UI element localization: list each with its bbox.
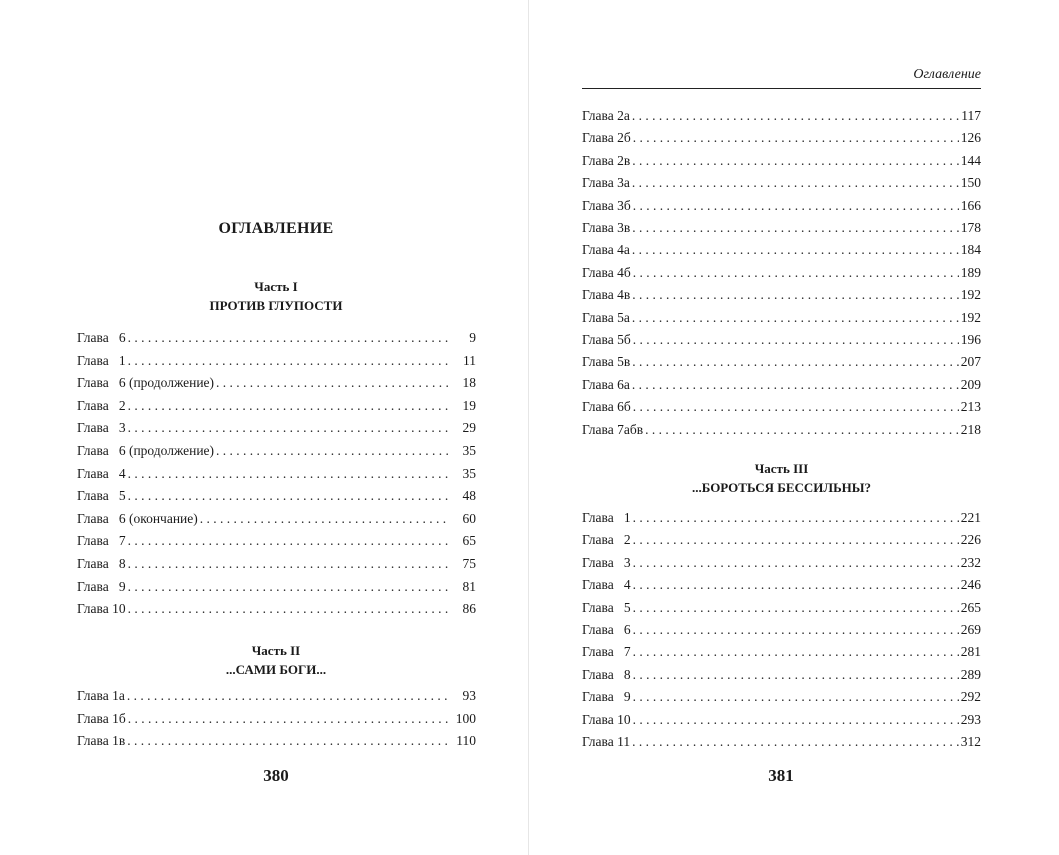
toc-entry-page: 178 bbox=[960, 220, 981, 235]
dot-leader bbox=[631, 686, 959, 708]
toc-entry-page: 35 bbox=[462, 443, 476, 458]
toc-entry-label: Глава 5б bbox=[582, 332, 631, 347]
toc-entry bbox=[582, 597, 981, 619]
toc-entry-label: Глава 3 bbox=[582, 554, 631, 570]
dot-leader bbox=[126, 485, 450, 507]
dot-leader bbox=[126, 598, 450, 620]
dot-leader bbox=[630, 172, 959, 194]
toc-entry-label: Глава 10 bbox=[77, 601, 126, 617]
dot-leader bbox=[126, 463, 450, 485]
toc-entry bbox=[77, 598, 476, 620]
page-number-left: 380 bbox=[263, 766, 289, 785]
toc-entry-page: 192 bbox=[960, 287, 981, 303]
toc-entry-label: Глава 1б bbox=[77, 710, 126, 726]
toc-entry-label: Глава 3в bbox=[582, 220, 631, 235]
toc-entry-label: Глава 6 (продолжение) bbox=[77, 375, 215, 391]
part-2-title: ...САМИ БОГИ... bbox=[225, 662, 327, 677]
toc-entry-page: 60 bbox=[462, 510, 476, 526]
toc-entry-page: 166 bbox=[960, 197, 981, 213]
part-3-title: ...БОРОТЬСЯ БЕССИЛЬНЫ? bbox=[691, 480, 872, 495]
dot-leader bbox=[630, 374, 959, 396]
part-2-label: Часть II bbox=[251, 643, 301, 658]
dot-leader bbox=[126, 530, 450, 552]
toc-entry-page: 35 bbox=[462, 465, 476, 481]
toc-entry bbox=[77, 485, 476, 507]
toc-entry-label: Глава 4в bbox=[582, 287, 631, 303]
toc-entry-page: 293 bbox=[960, 711, 981, 727]
dot-leader bbox=[631, 127, 959, 149]
dot-leader bbox=[125, 685, 450, 707]
dot-leader bbox=[643, 419, 959, 441]
dot-leader bbox=[630, 239, 959, 261]
toc-entry-page: 221 bbox=[960, 510, 981, 525]
toc-entry-label: Глава 2в bbox=[582, 152, 631, 168]
toc-entry bbox=[77, 327, 476, 349]
page-number-right: 381 bbox=[768, 766, 794, 785]
dot-leader bbox=[631, 641, 959, 663]
toc-entry-page: 150 bbox=[960, 175, 981, 191]
toc-entry bbox=[582, 529, 981, 551]
toc-entry bbox=[582, 552, 981, 574]
toc-entry-page: 265 bbox=[960, 599, 981, 615]
toc-entry-page: 196 bbox=[960, 332, 981, 347]
dot-leader bbox=[630, 284, 959, 306]
toc-entry bbox=[582, 262, 981, 284]
dot-leader bbox=[126, 327, 450, 349]
toc-entry-page: 110 bbox=[456, 733, 476, 749]
toc-entry-label: Глава 7 bbox=[77, 533, 126, 549]
toc-entry-page: 93 bbox=[462, 688, 476, 703]
toc-entry-page: 11 bbox=[463, 352, 476, 368]
toc-entry bbox=[582, 105, 981, 127]
toc-entry-page: 75 bbox=[462, 556, 476, 571]
toc-entry bbox=[77, 508, 476, 530]
toc-entry-page: 29 bbox=[462, 420, 476, 436]
toc-entry-label: Глава 4 bbox=[582, 577, 631, 593]
toc-entry-page: 269 bbox=[960, 622, 981, 637]
dot-leader bbox=[214, 372, 450, 394]
dot-leader bbox=[631, 574, 959, 596]
toc-entry bbox=[582, 307, 981, 329]
toc-entry-label: Глава 5а bbox=[582, 309, 630, 325]
toc-entry-page: 19 bbox=[462, 397, 476, 413]
toc-entry-label: Глава 6 bbox=[582, 622, 631, 637]
dot-leader bbox=[631, 329, 959, 351]
toc-entry-page: 9 bbox=[469, 330, 476, 345]
toc-entry-label: Глава 6 (продолжение) bbox=[77, 443, 215, 458]
dot-leader bbox=[631, 507, 959, 529]
toc-entry-label: Глава 8 bbox=[77, 556, 126, 571]
toc-entry-label: Глава 5 bbox=[77, 488, 126, 504]
toc-entry-label: Глава 2б bbox=[582, 130, 631, 146]
running-head: Оглавление bbox=[582, 66, 981, 89]
toc-entry-label: Глава 6б bbox=[582, 399, 631, 415]
dot-leader bbox=[631, 552, 959, 574]
toc-entry-label: Глава 4б bbox=[582, 264, 631, 280]
toc-entry-label: Глава 5в bbox=[582, 354, 631, 370]
toc-entry bbox=[77, 350, 476, 372]
toc-entry-label: Глава 2 bbox=[77, 397, 126, 413]
part-3-label: Часть III bbox=[754, 461, 809, 476]
toc-entry-page: 65 bbox=[462, 533, 476, 549]
toc-entry bbox=[582, 507, 981, 529]
dot-leader bbox=[631, 396, 959, 418]
dot-leader bbox=[630, 150, 959, 172]
toc-entry-page: 246 bbox=[960, 577, 981, 593]
toc-entry bbox=[77, 708, 476, 730]
toc-entry bbox=[77, 417, 476, 439]
toc-entry bbox=[582, 239, 981, 261]
dot-leader bbox=[198, 508, 450, 530]
toc-entry-page: 100 bbox=[455, 710, 476, 726]
dot-leader bbox=[630, 351, 959, 373]
toc-entry-page: 281 bbox=[960, 644, 981, 660]
toc-entry-page: 126 bbox=[960, 130, 981, 146]
toc-entry bbox=[582, 396, 981, 418]
toc-entry-label: Глава 6а bbox=[582, 376, 630, 392]
dot-leader bbox=[125, 730, 450, 752]
toc-entry bbox=[77, 553, 476, 575]
part-1-title: ПРОТИВ ГЛУПОСТИ bbox=[209, 298, 343, 313]
dot-leader bbox=[630, 217, 959, 239]
toc-entry-label: Глава 9 bbox=[77, 578, 126, 594]
toc-entry-page: 209 bbox=[960, 376, 981, 392]
toc-entry bbox=[582, 374, 981, 396]
dot-leader bbox=[631, 529, 959, 551]
dot-leader bbox=[126, 708, 450, 730]
toc-entry-label: Глава 7 bbox=[582, 644, 631, 660]
toc-entry-label: Глава 3 bbox=[77, 420, 126, 436]
toc-entry-label: Глава 10 bbox=[582, 711, 631, 727]
dot-leader bbox=[631, 262, 959, 284]
toc-entry bbox=[582, 664, 981, 686]
toc-entry-label: Глава 9 bbox=[582, 689, 631, 705]
toc-entry-label: Глава 6 (окончание) bbox=[77, 510, 198, 526]
toc-entry bbox=[582, 329, 981, 351]
toc-entry-page: 312 bbox=[960, 734, 981, 749]
toc-entry bbox=[582, 284, 981, 306]
toc-entry-label: Глава 2 bbox=[582, 532, 631, 548]
toc-title: ОГЛАВЛЕНИЕ bbox=[218, 220, 334, 237]
dot-leader bbox=[214, 440, 450, 462]
toc-entry-label: Глава 2а bbox=[582, 108, 630, 123]
toc-entry-label: Глава 8 bbox=[582, 666, 631, 682]
toc-entry bbox=[582, 195, 981, 217]
toc-entry-label: Глава 4 bbox=[77, 465, 126, 481]
toc-entry bbox=[582, 419, 981, 441]
toc-entry bbox=[582, 731, 981, 753]
toc-entry-label: Глава 11 bbox=[582, 734, 631, 749]
right-page bbox=[529, 0, 1059, 855]
toc-entry bbox=[582, 127, 981, 149]
toc-entry-label: Глава 1 bbox=[582, 510, 631, 525]
toc-entry bbox=[582, 574, 981, 596]
left-page bbox=[0, 0, 528, 855]
toc-entry bbox=[77, 440, 476, 462]
dot-leader bbox=[631, 195, 959, 217]
toc-entry-label: Глава 4а bbox=[582, 242, 630, 258]
toc-entry bbox=[582, 709, 981, 731]
toc-entry-page: 117 bbox=[961, 108, 981, 123]
toc-entry-label: Глава 1 bbox=[77, 352, 126, 368]
toc-entry bbox=[582, 150, 981, 172]
toc-entry-page: 192 bbox=[960, 309, 981, 325]
toc-entry-page: 232 bbox=[960, 554, 981, 570]
toc-entry bbox=[77, 685, 476, 707]
toc-entry-page: 184 bbox=[960, 242, 981, 258]
toc-entry-label: Глава 3а bbox=[582, 175, 630, 191]
toc-entry bbox=[582, 686, 981, 708]
toc-entry-page: 144 bbox=[960, 152, 981, 168]
dot-leader bbox=[126, 350, 450, 372]
dot-leader bbox=[630, 307, 959, 329]
toc-entry-page: 48 bbox=[462, 488, 476, 504]
toc-entry-label: Глава 6 bbox=[77, 330, 126, 345]
dot-leader bbox=[631, 664, 959, 686]
toc-entry-page: 86 bbox=[462, 601, 476, 617]
toc-entry bbox=[77, 463, 476, 485]
dot-leader bbox=[126, 553, 450, 575]
toc-entry-page: 292 bbox=[960, 689, 981, 705]
toc-entry bbox=[77, 576, 476, 598]
toc-entry bbox=[77, 372, 476, 394]
toc-entry-label: Глава 1а bbox=[77, 688, 125, 703]
toc-entry bbox=[77, 730, 476, 752]
toc-entry-page: 81 bbox=[462, 578, 476, 594]
toc-entry-page: 226 bbox=[960, 532, 981, 548]
toc-entry bbox=[77, 530, 476, 552]
dot-leader bbox=[126, 395, 450, 417]
toc-entry-label: Глава 5 bbox=[582, 599, 631, 615]
toc-entry-page: 18 bbox=[462, 375, 476, 391]
part-1-label: Часть I bbox=[254, 279, 298, 294]
toc-entry bbox=[77, 395, 476, 417]
toc-entry bbox=[582, 619, 981, 641]
toc-entry-page: 189 bbox=[960, 264, 981, 280]
toc-entry-page: 218 bbox=[960, 421, 981, 437]
dot-leader bbox=[126, 576, 450, 598]
dot-leader bbox=[630, 105, 959, 127]
toc-entry bbox=[582, 351, 981, 373]
dot-leader bbox=[631, 709, 959, 731]
toc-entry-label: Глава 7абв bbox=[582, 421, 644, 437]
toc-entry bbox=[582, 172, 981, 194]
toc-entry bbox=[582, 217, 981, 239]
toc-entry bbox=[582, 641, 981, 663]
toc-entry-label: Глава 3б bbox=[582, 197, 631, 213]
toc-entry-label: Глава 1в bbox=[77, 733, 126, 749]
dot-leader bbox=[126, 417, 450, 439]
dot-leader bbox=[631, 597, 959, 619]
toc-entry-page: 207 bbox=[960, 354, 981, 370]
dot-leader bbox=[631, 619, 959, 641]
toc-entry-page: 289 bbox=[960, 666, 981, 682]
dot-leader bbox=[630, 731, 959, 753]
toc-entry-page: 213 bbox=[960, 399, 981, 415]
